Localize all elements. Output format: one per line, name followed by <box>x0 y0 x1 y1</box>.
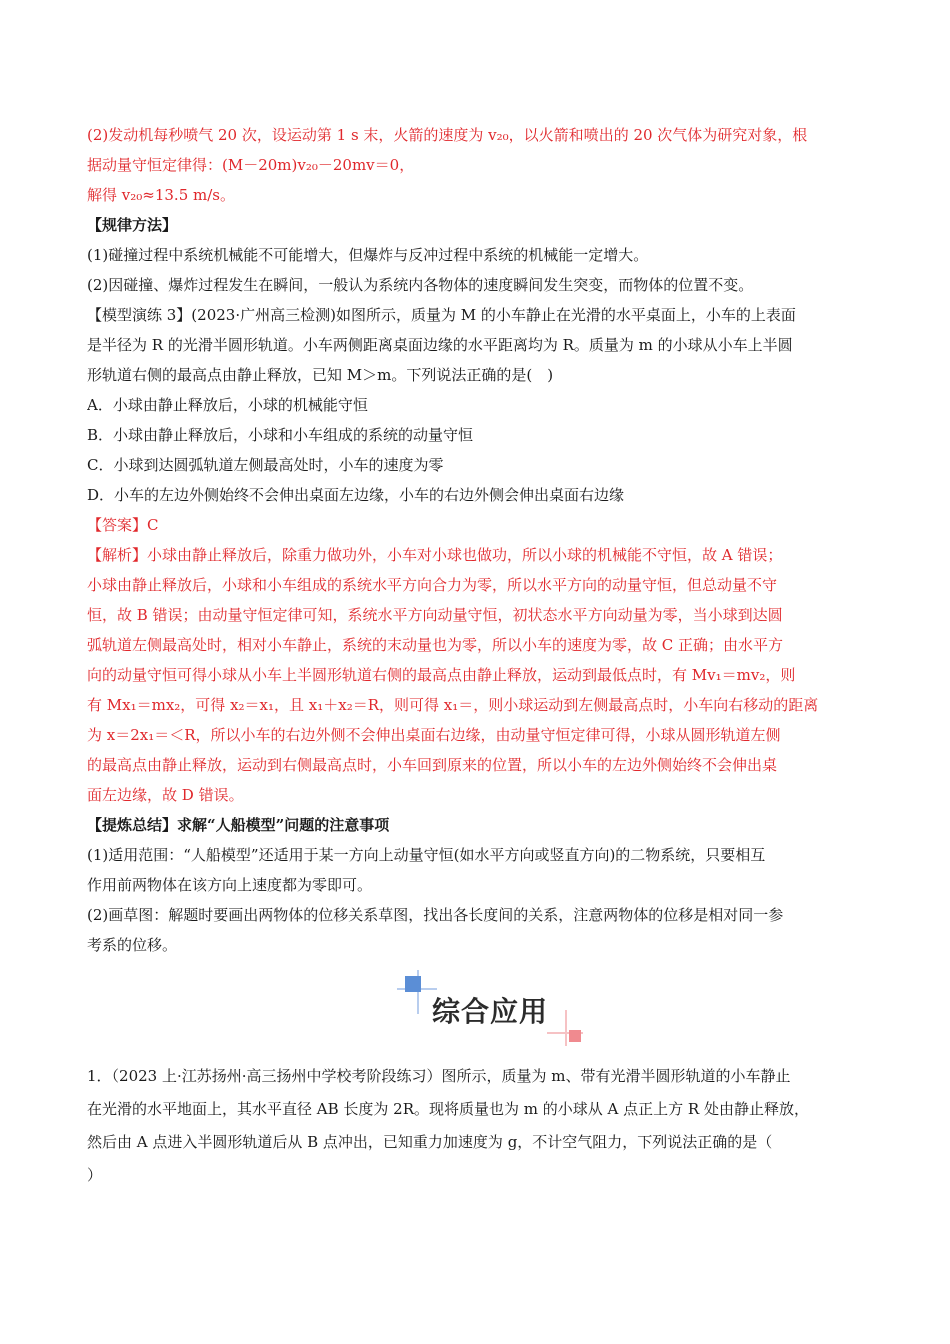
question-line: 然后由 A 点进入半圆形轨道后从 B 点冲出，已知重力加速度为 g，不计空气阻力，下列说法正确的是（ <box>87 1133 773 1151</box>
analysis-line: 小球由静止释放后，小球和小车组成的系统水平方向合力为零，所以水平方向的动量守恒，但总动量不守 <box>87 576 778 594</box>
intro-block <box>87 120 865 210</box>
summary-block <box>87 810 865 960</box>
analysis-line: 弧轨道左侧最高处时，相对小车静止，系统的末动量也为零，所以小车的速度为零，故 C 正确；由水平方 <box>87 636 784 654</box>
summary-line: (2)画草图：解题时要画出两物体的位移关系草图，找出各长度间的关系，注意两物体的位移是相对同一参 <box>87 906 784 924</box>
banner-square-blue <box>405 976 421 992</box>
intro-line: (2)发动机每秒喷气 20 次，设运动第 1 s 末，火箭的速度为 v₂₀，以火箭和喷出的 20 次气体为研究对象，根 <box>87 126 808 144</box>
answer-line: 【答案】C <box>87 516 159 534</box>
option-d: D．小车的左边外侧始终不会伸出桌面左边缘，小车的右边外侧会伸出桌面右边缘 <box>87 486 625 504</box>
banner-decoration <box>565 1010 567 1046</box>
summary-line: 作用前两物体在该方向上速度都为零即可。 <box>87 876 373 894</box>
intro-line: 据动量守恒定律得：(M－20m)v₂₀－20mv＝0， <box>87 156 415 174</box>
intro-line: 解得 v₂₀≈13.5 m/s。 <box>87 186 235 204</box>
model-stem-line: 是半径为 R 的光滑半圆形轨道。小车两侧距离桌面边缘的水平距离均为 R。质量为 m 的小球从小车上半圆 <box>87 336 793 354</box>
option-c: C．小球到达圆弧轨道左侧最高处时，小车的速度为零 <box>87 456 444 474</box>
analysis-line: 向的动量守恒可得小球从小车上半圆形轨道右侧的最高点由静止释放，运动到最低点时，有 Mv₁＝mv₂，则 <box>87 666 796 684</box>
option-a: A．小球由静止释放后，小球的机械能守恒 <box>87 396 368 414</box>
document-page <box>87 120 865 1192</box>
analysis-line: 面左边缘，故 D 错误。 <box>87 786 244 804</box>
model-stem-line: 【模型演练 3】(2023·广州高三检测)如图所示，质量为 M 的小车静止在光滑的水平桌面上，小车的上表面 <box>87 306 796 324</box>
model-stem-line: 形轨道右侧的最高点由静止释放，已知 M＞m。下列说法正确的是( ) <box>87 366 554 384</box>
question-line: 1．（2023 上·江苏扬州·高三扬州中学校考阶段练习）图所示，质量为 m、带有光滑半圆形轨道的小车静止 <box>87 1067 791 1085</box>
method-heading: 【规律方法】 <box>87 216 178 234</box>
section-title: 综合应用 <box>432 995 549 1028</box>
question-block <box>87 1060 865 1192</box>
section-banner <box>87 970 865 1054</box>
summary-line: 考系的位移。 <box>87 936 178 954</box>
method-block <box>87 210 865 300</box>
analysis-line: 有 Mx₁＝mx₂，可得 x₂＝x₁，且 x₁＋x₂＝R，则可得 x₁＝，则小球运动到左侧最高点时，小车向右移动的距离 <box>87 696 819 714</box>
analysis-line: 【解析】小球由静止释放后，除重力做功外，小车对小球也做功，所以小球的机械能不守恒，故 A 错误； <box>87 546 783 564</box>
analysis-line: 为 x＝2x₁＝＜R，所以小车的右边外侧不会伸出桌面右边缘，由动量守恒定律可得，小球从圆形轨道左侧 <box>87 726 781 744</box>
method-line: (1)碰撞过程中系统机械能不可能增大，但爆炸与反冲过程中系统的机械能一定增大。 <box>87 246 649 264</box>
question-line: ） <box>87 1166 103 1184</box>
option-b: B．小球由静止释放后，小球和小车组成的系统的动量守恒 <box>87 426 474 444</box>
analysis-line: 恒，故 B 错误；由动量守恒定律可知，系统水平方向动量守恒，初状态水平方向动量为零，当小球到达圆 <box>87 606 783 624</box>
analysis-line: 的最高点由静止释放，运动到右侧最高点时，小车回到原来的位置，所以小车的左边外侧始终不会伸出桌 <box>87 756 778 774</box>
model-block <box>87 300 865 810</box>
summary-heading: 【提炼总结】求解“人船模型”问题的注意事项 <box>87 816 390 834</box>
method-line: (2)因碰撞、爆炸过程发生在瞬间，一般认为系统内各物体的速度瞬间发生突变，而物体的位置不变。 <box>87 276 754 294</box>
banner-square-pink <box>569 1030 581 1042</box>
question-line: 在光滑的水平地面上，其水平直径 AB 长度为 2R。现将质量也为 m 的小球从 A 点正上方 R 处由静止释放， <box>87 1100 809 1118</box>
summary-line: (1)适用范围：“人船模型”还适用于某一方向上动量守恒(如水平方向或竖直方向)的二物系统，只要相互 <box>87 846 766 864</box>
